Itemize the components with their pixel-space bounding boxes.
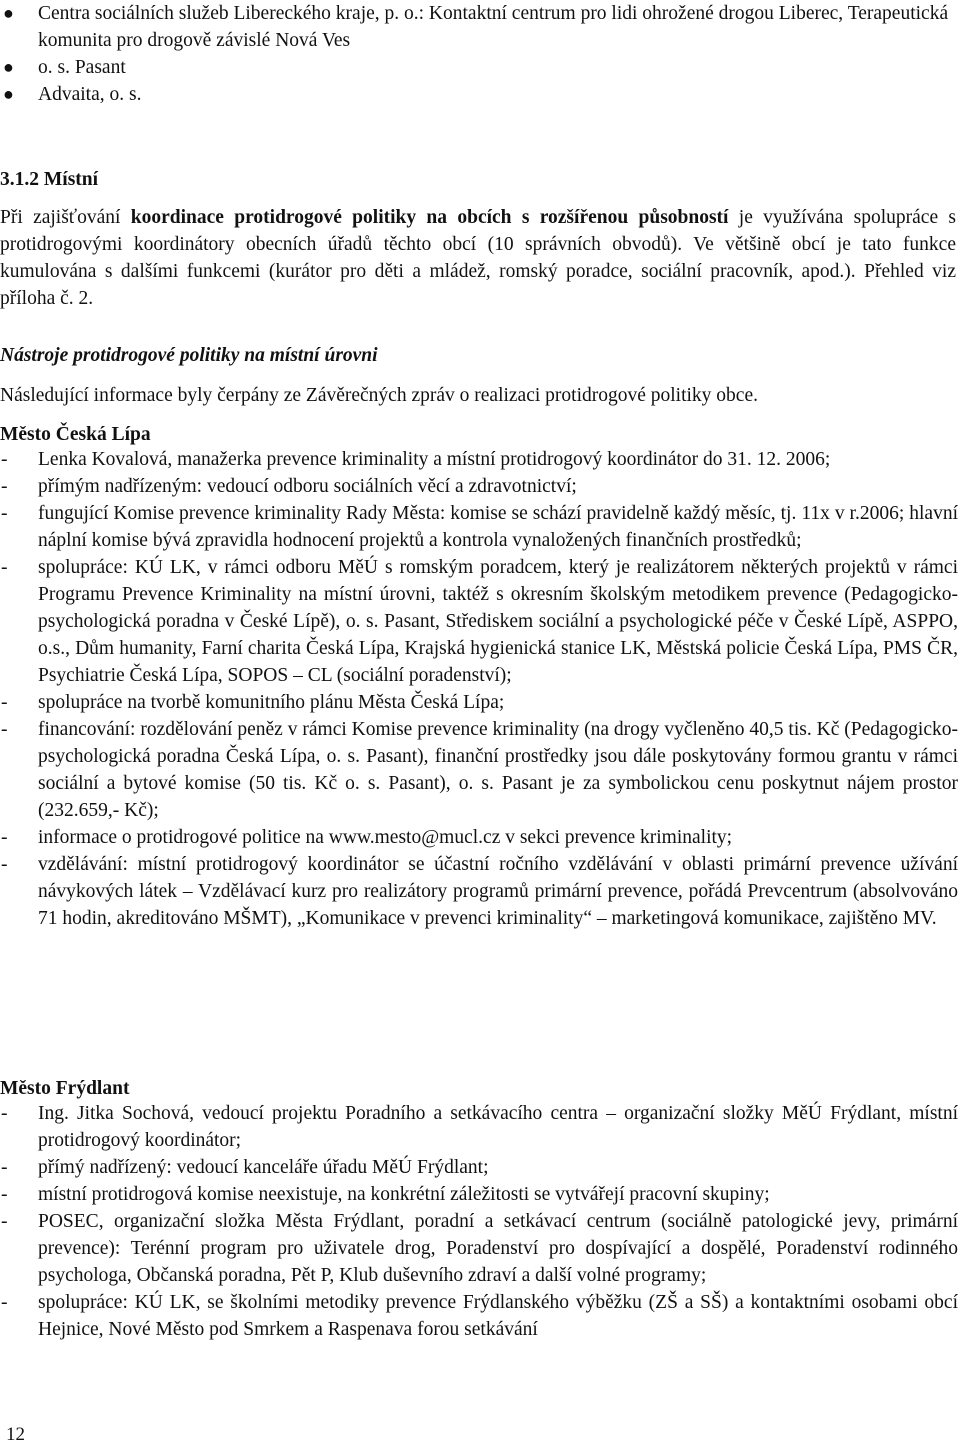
- dash-marker: -: [1, 692, 8, 713]
- city-title-ceska-lipa: Město Česká Lípa: [0, 424, 151, 445]
- tools-heading: Nástroje protidrogové politiky na místní úrovni: [0, 345, 378, 366]
- dash-marker: -: [1, 827, 8, 848]
- dash-marker: -: [1, 1292, 8, 1313]
- page-number: 12: [6, 1424, 25, 1445]
- bullet-icon: ●: [3, 3, 14, 23]
- list-item-text: POSEC, organizační složka Města Frýdlant, poradní a setkávací centrum (sociálně patologické jevy, primární prevence): Terénní program pro uživatele drog, Poradenství pro dospívající a dospělé, Poradenství rodinného psychologa, Občanská poradna, Pět P, Klub duševního zdraví a další volné programy;: [38, 1211, 958, 1286]
- section-title: 3.1.2 Místní: [0, 169, 99, 190]
- list-item: [0, 689, 958, 716]
- list-item: [0, 1100, 958, 1154]
- list-item: [0, 81, 960, 108]
- dash-marker: -: [1, 719, 8, 740]
- tools-text: Následující informace byly čerpány ze Závěrečných zpráv o realizaci protidrogové politiky obce.: [0, 385, 758, 406]
- list-item: [0, 716, 958, 824]
- list-item-text: místní protidrogová komise neexistuje, na konkrétní záležitosti se vytvářejí pracovní skupiny;: [38, 1184, 770, 1205]
- dash-marker: -: [1, 1184, 8, 1205]
- frydlant-list: [0, 1100, 958, 1343]
- list-item-text: fungující Komise prevence kriminality Rady Města: komise se schází pravidelně každý měsíc, tj. 11x v r.2006; hlavní náplní komise bývá zpravidla hodnocení projektů a kontrola vynaložených finančních prostředků;: [38, 503, 958, 551]
- dash-marker: -: [1, 1103, 8, 1124]
- list-item-text: spolupráce: KÚ LK, se školními metodiky prevence Frýdlanského výběžku (ZŠ a SŠ) a kontaktními osobami obcí Hejnice, Nové Město pod Smrkem a Raspenava forou setkávání: [38, 1292, 958, 1340]
- list-item-text: spolupráce na tvorbě komunitního plánu Města Česká Lípa;: [38, 692, 505, 713]
- intro-text-start: Při zajišťování: [0, 207, 131, 228]
- top-bullet-list: [0, 0, 960, 108]
- dash-marker: -: [1, 503, 8, 524]
- list-item: [0, 446, 958, 473]
- list-item-text: přímý nadřízený: vedoucí kanceláře úřadu MěÚ Frýdlant;: [38, 1157, 489, 1178]
- intro-paragraph: [0, 204, 956, 312]
- bullet-text: Centra sociálních služeb Libereckého kraje, p. o.: Kontaktní centrum pro lidi ohrožené drogou Liberec, Terapeutická komunita pro drogově závislé Nová Ves: [38, 3, 949, 51]
- list-item: [0, 0, 960, 54]
- list-item: [0, 1181, 958, 1208]
- list-item: [0, 1208, 958, 1289]
- dash-marker: -: [1, 476, 8, 497]
- intro-text-end: je využívána spolupráce s protidrogovými koordinátory obecních úřadů těchto obcí (10 správních obvodů). Ve většině obcí je tato funkce kumulována s dalšími funkcemi (kurátor pro děti a mládež, romský poradce, sociální pracovník, apod.). Přehled viz příloha č. 2.: [0, 207, 956, 309]
- bullet-icon: ●: [3, 57, 14, 77]
- dash-marker: -: [1, 1211, 8, 1232]
- dash-marker: -: [1, 1157, 8, 1178]
- intro-bold-text: koordinace protidrogové politiky na obcích s rozšířenou působností: [130, 207, 729, 228]
- bullet-text: Advaita, o. s.: [38, 84, 142, 105]
- list-item-text: přímým nadřízeným: vedoucí odboru sociálních věcí a zdravotnictví;: [38, 476, 577, 497]
- dash-marker: -: [1, 557, 8, 578]
- ceska-lipa-list: [0, 446, 958, 932]
- list-item: [0, 1289, 958, 1343]
- dash-marker: -: [1, 854, 8, 875]
- list-item: [0, 54, 960, 81]
- list-item: [0, 473, 958, 500]
- dash-marker: -: [1, 449, 8, 470]
- list-item-text: financování: rozdělování peněz v rámci Komise prevence kriminality (na drogy vyčleněno 40,5 tis. Kč (Pedagogicko-psychologická poradna Česká Lípa, o. s. Pasant), finanční prostředky jsou dále poskytovány formou grantu v rámci sociální a bytové komise (50 tis. Kč o. s. Pasant), o. s. Pasant je za symbolickou cenu poskytnut nájem prostor (232.659,- Kč);: [38, 719, 958, 821]
- list-item-text: vzdělávání: místní protidrogový koordinátor se účastní ročního vzdělávání v oblasti primární prevence užívání návykových látek – Vzdělávací kurz pro realizátory programů primární prevence, pořádá Prevcentrum (absolvováno 71 hodin, akreditováno MŠMT), „Komunikace v prevenci kriminality“ – marketingová komunikace, zajištěno MV.: [38, 854, 958, 929]
- list-item-text: Ing. Jitka Sochová, vedoucí projektu Poradního a setkávacího centra – organizační složky MěÚ Frýdlant, místní protidrogový koordinátor;: [38, 1103, 958, 1151]
- list-item: [0, 851, 958, 932]
- list-item-text: Lenka Kovalová, manažerka prevence kriminality a místní protidrogový koordinátor do 31. 12. 2006;: [38, 449, 831, 470]
- list-item-text: spolupráce: KÚ LK, v rámci odboru MěÚ s romským poradcem, který je realizátorem některých projektů v rámci Programu Prevence Kriminality na místní úrovni, taktéž s okresním školským metodikem prevence (Pedagogicko-psychologická poradna v České Lípě), o. s. Pasant, Střediskem sociální a psychologické péče v České Lípě, ASPPO, o.s., Dům humanity, Farní charita Česká Lípa, Krajská hygienická stanice LK, Městská policie Česká Lípa, PMS ČR, Psychiatrie Česká Lípa, SOPOS – CL (sociální poradenství);: [38, 557, 958, 686]
- list-item: [0, 824, 958, 851]
- list-item: [0, 500, 958, 554]
- list-item-text: informace o protidrogové politice na www.mesto@mucl.cz v sekci prevence kriminality;: [38, 827, 733, 848]
- list-item: [0, 1154, 958, 1181]
- bullet-text: o. s. Pasant: [38, 57, 126, 78]
- list-item: [0, 554, 958, 689]
- bullet-icon: ●: [3, 84, 14, 104]
- city-title-frydlant: Město Frýdlant: [0, 1078, 130, 1099]
